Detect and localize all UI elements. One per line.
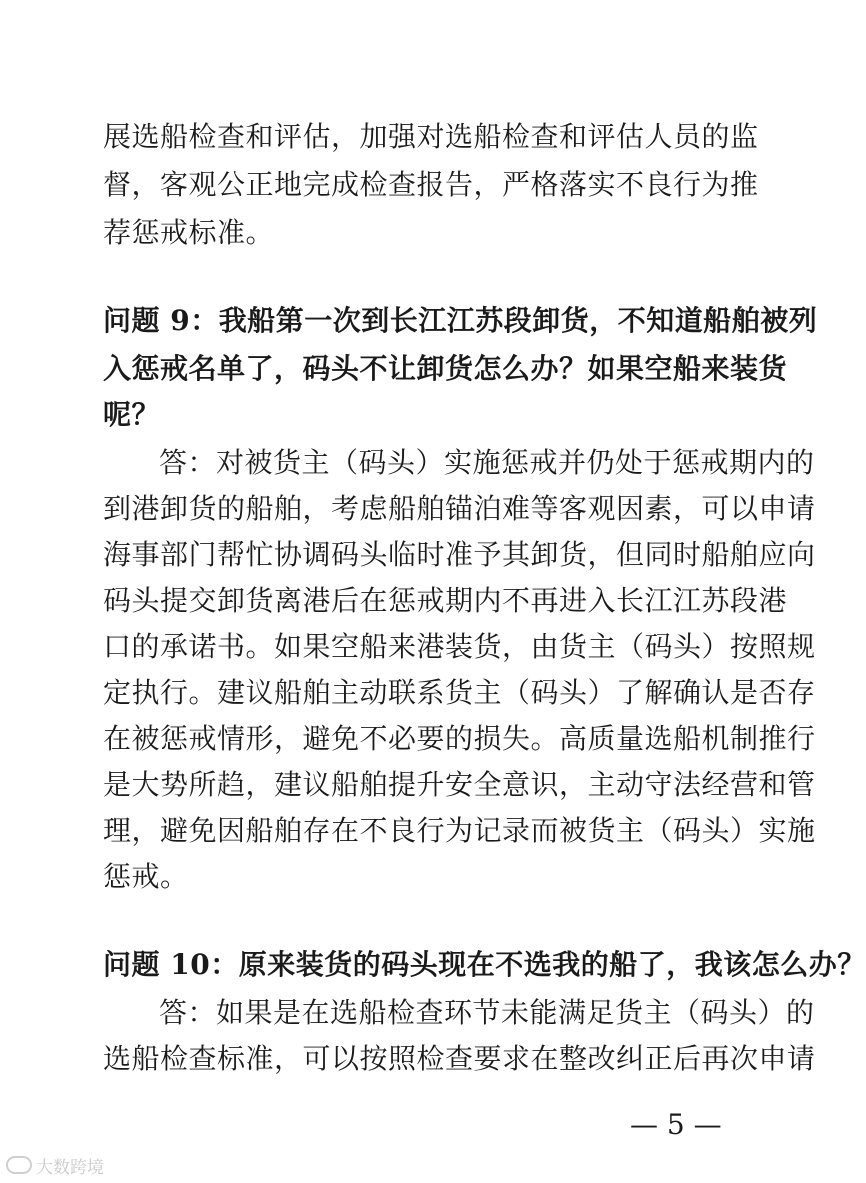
answer-9-line-6: 定执行。建议船舶主动联系货主（码头）了解确认是否存 <box>103 676 816 709</box>
text-line-3: 荐惩戒标准。 <box>103 216 275 249</box>
answer-9-line-1: 答：对被货主（码头）实施惩戒并仍处于惩戒期内的 <box>159 446 815 479</box>
question-9-line-2: 入惩戒名单了，码头不让卸货怎么办？如果空船来装货 <box>103 352 788 385</box>
watermark-text: 大数跨境 <box>36 1157 104 1178</box>
answer-9-line-3: 海事部门帮忙协调码头临时准予其卸货，但同时船舶应向 <box>103 538 816 571</box>
watermark <box>6 1152 104 1178</box>
answer-9-line-9: 理，避免因船舶存在不良行为记录而被货主（码头）实施 <box>103 814 816 847</box>
question-10-line-1: 问题 10：原来装货的码头现在不选我的船了，我该怎么办？ <box>103 948 866 981</box>
answer-9-line-10: 惩戒。 <box>103 860 189 893</box>
answer-10-line-1: 答：如果是在选船检查环节未能满足货主（码头）的 <box>159 996 815 1029</box>
watermark-logo-icon <box>6 1156 32 1174</box>
answer-9-line-7: 在被惩戒情形，避免不必要的损失。高质量选船机制推行 <box>103 722 816 755</box>
answer-9-line-5: 口的承诺书。如果空船来港装货，由货主（码头）按照规 <box>103 630 816 663</box>
answer-9-line-8: 是大势所趋，建议船舶提升安全意识，主动守法经营和管 <box>103 768 816 801</box>
text-line-1: 展选船检查和评估，加强对选船检查和评估人员的监 <box>103 120 759 153</box>
answer-9-line-4: 码头提交卸货离港后在惩戒期内不再进入长江江苏段港 <box>103 584 788 617</box>
page-number: — 5 — <box>630 1108 722 1141</box>
text-line-2: 督，客观公正地完成检查报告，严格落实不良行为推 <box>103 168 759 201</box>
answer-10-line-2: 选船检查标准，可以按照检查要求在整改纠正后再次申请 <box>103 1042 816 1075</box>
answer-9-line-2: 到港卸货的船舶，考虑船舶锚泊难等客观因素，可以申请 <box>103 492 816 525</box>
question-9-line-1: 问题 9：我船第一次到长江江苏段卸货，不知道船舶被列 <box>103 304 818 337</box>
question-9-line-3: 呢？ <box>103 398 161 431</box>
